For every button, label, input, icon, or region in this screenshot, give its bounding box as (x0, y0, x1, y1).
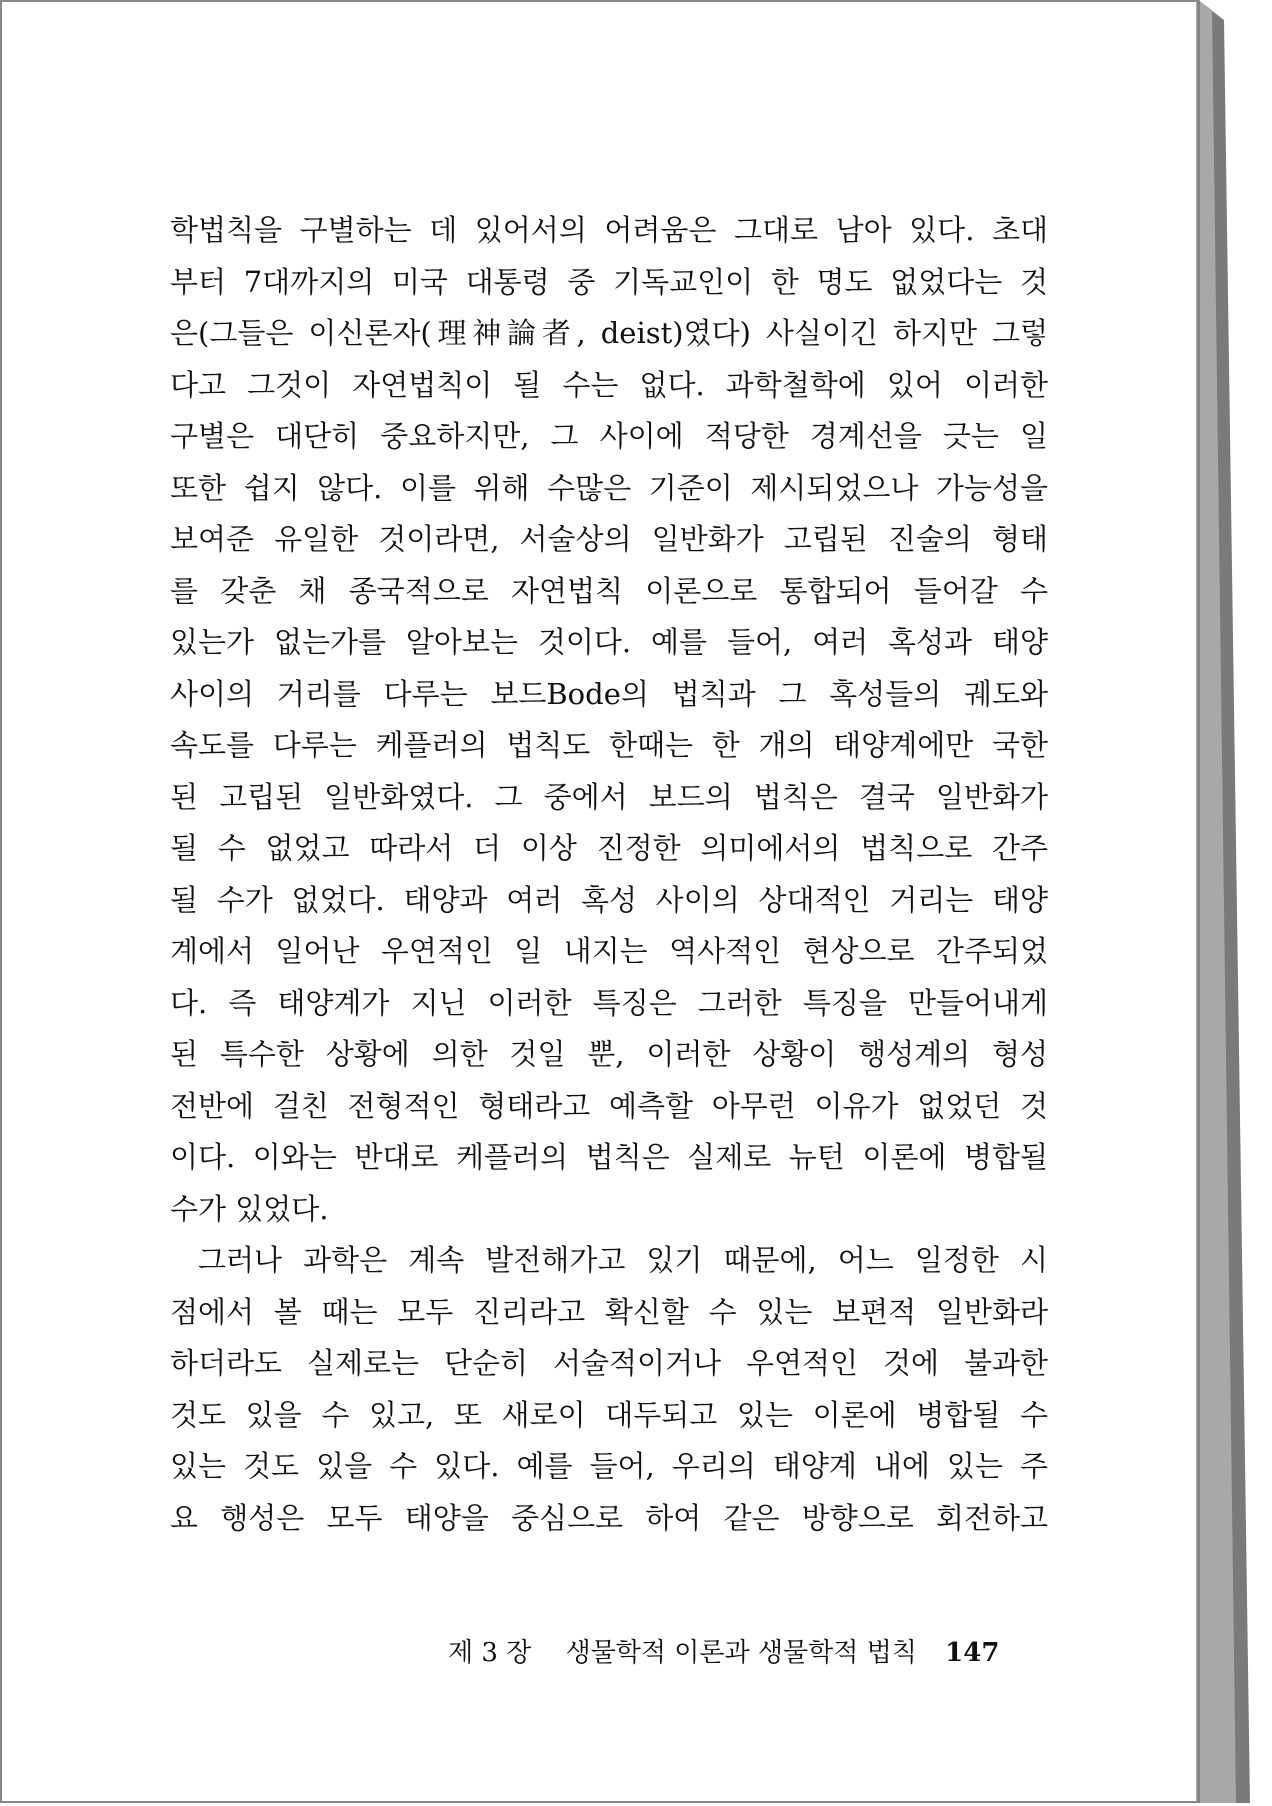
paragraph-1 (170, 205, 1048, 1235)
text-line: 다. 즉 태양계가 지닌 이러한 특징은 그러한 특징을 만들어내게 (170, 985, 1048, 1020)
text-line: 를 갖춘 채 종국적으로 자연법칙 이론으로 통합되어 들어갈 수 (170, 573, 1048, 608)
text-line: 될 수가 없었다. 태양과 여러 혹성 사이의 상대적인 거리는 태양 (170, 882, 1048, 917)
text-line: 있는가 없는가를 알아보는 것이다. 예를 들어, 여러 혹성과 태양 (170, 625, 1048, 659)
paragraph-2 (170, 1235, 1048, 1544)
text-line: 은(그들은 이신론자(理神論者, deist)였다) 사실이긴 하지만 그렇 (170, 316, 1048, 350)
text-line: 보여준 유일한 것이라면, 서술상의 일반화가 고립된 진술의 형태 (170, 522, 1048, 556)
text-line: 이다. 이와는 반대로 케플러의 법칙은 실제로 뉴턴 이론에 병합될 (170, 1140, 1048, 1174)
body-text (170, 205, 1048, 1544)
text-line: 학법칙을 구별하는 데 있어서의 어려움은 그대로 남아 있다. 초대 (170, 213, 1048, 247)
text-line: 있는 것도 있을 수 있다. 예를 들어, 우리의 태양계 내에 있는 주 (170, 1449, 1048, 1483)
text-line: 수가 있었다. (170, 1191, 329, 1226)
text-line: 또한 쉽지 않다. 이를 위해 수많은 기준이 제시되었으나 가능성을 (170, 470, 1048, 505)
text-line: 요 행성은 모두 태양을 중심으로 하여 같은 방향으로 회전하고 (170, 1500, 1048, 1535)
text-line: 된 특수한 상황에 의한 것일 뿐, 이러한 상황이 행성계의 형성 (170, 1037, 1048, 1071)
text-line: 다고 그것이 자연법칙이 될 수는 없다. 과학철학에 있어 이러한 (170, 367, 1048, 402)
text-line: 것도 있을 수 있고, 또 새로이 대두되고 있는 이론에 병합될 수 (170, 1397, 1048, 1432)
text-line: 점에서 볼 때는 모두 진리라고 확신할 수 있는 보편적 일반화라 (170, 1294, 1048, 1329)
text-line: 속도를 다루는 케플러의 법칙도 한때는 한 개의 태양계에만 국한 (170, 728, 1048, 762)
text-line: 부터 7대까지의 미국 대통령 중 기독교인이 한 명도 없었다는 것 (170, 264, 1048, 299)
chapter-label: 제 3 장 (448, 1638, 532, 1668)
chapter-title: 생물학적 이론과 생물학적 법칙 (565, 1638, 917, 1668)
page-number: 147 (945, 1638, 1000, 1668)
text-line: 그러나 과학은 계속 발전해가고 있기 때문에, 어느 일정한 시 (198, 1243, 1048, 1277)
text-line: 계에서 일어난 우연적인 일 내지는 역사적인 현상으로 간주되었 (170, 934, 1048, 968)
text-line: 될 수 없었고 따라서 더 이상 진정한 의미에서의 법칙으로 간주 (170, 831, 1048, 865)
text-line: 하더라도 실제로는 단순히 서술적이거나 우연적인 것에 불과한 (170, 1346, 1048, 1380)
running-footer (448, 1632, 1048, 1669)
text-line: 사이의 거리를 다루는 보드Bode의 법칙과 그 혹성들의 궤도와 (170, 676, 1048, 711)
text-line: 전반에 걸친 전형적인 형태라고 예측할 아무런 이유가 없었던 것 (170, 1088, 1048, 1123)
text-line: 구별은 대단히 중요하지만, 그 사이에 적당한 경계선을 긋는 일 (170, 419, 1048, 453)
text-line: 된 고립된 일반화였다. 그 중에서 보드의 법칙은 결국 일반화가 (170, 779, 1048, 814)
